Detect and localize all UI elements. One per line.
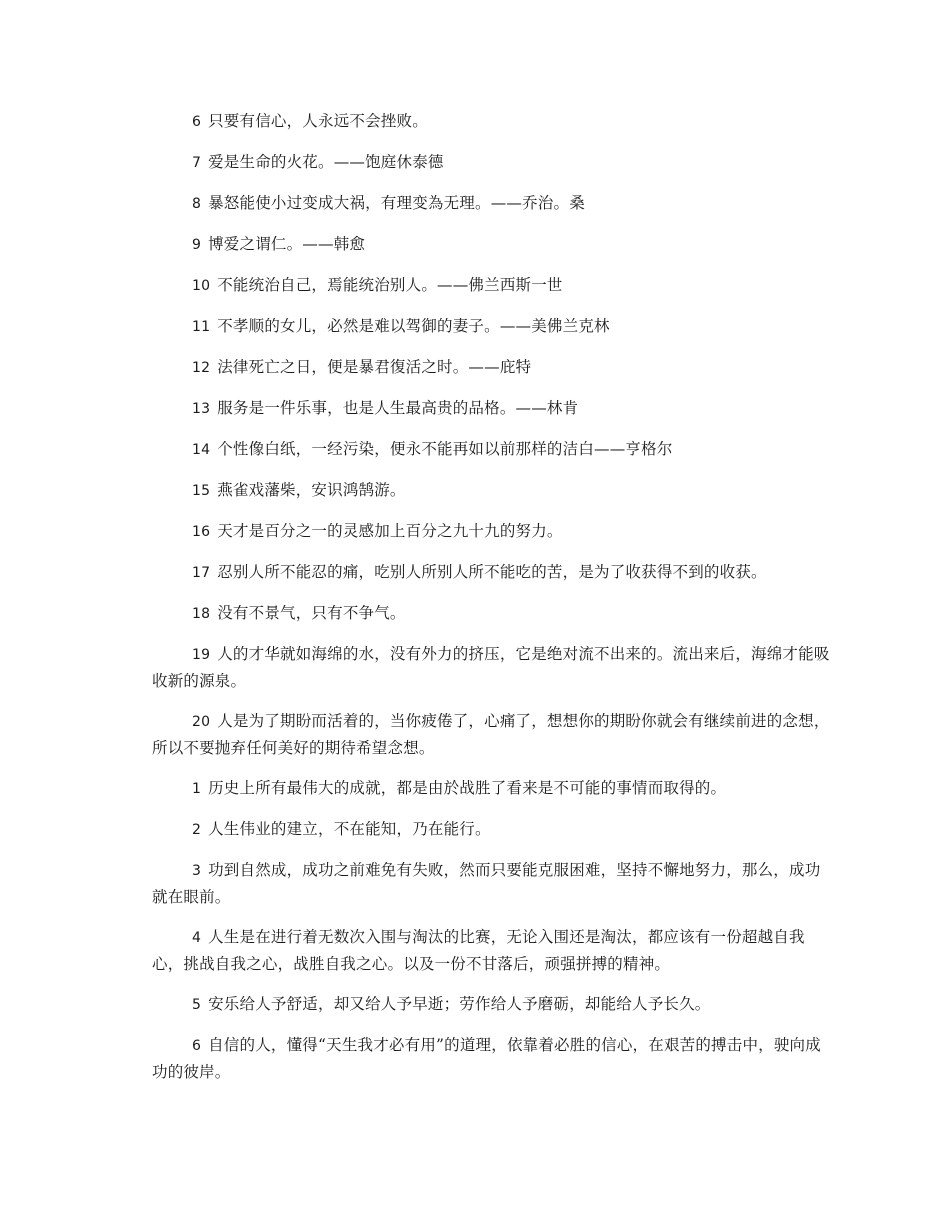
quote-item: [152, 708, 832, 761]
quote-item: [152, 190, 832, 217]
quote-number: 7: [192, 155, 202, 171]
quote-text: 个性像白纸，一经污染，便永不能再如以前那样的洁白——亨格尔: [217, 440, 673, 458]
quote-number: 19: [192, 647, 211, 663]
quote-number: 11: [192, 319, 211, 335]
quote-item: [152, 816, 832, 843]
quote-number: 1: [192, 781, 202, 797]
quote-number: 4: [192, 930, 202, 946]
quote-item: [152, 272, 832, 299]
quote-item: [152, 775, 832, 802]
quote-text: 人的才华就如海绵的水，没有外力的挤压，它是绝对流不出来的。流出来后，海绵才能吸收新的源泉。: [152, 645, 830, 690]
quote-text: 人是为了期盼而活着的，当你疲倦了，心痛了，想想你的期盼你就会有继续前进的念想，所以不要抛弃任何美好的期待希望念想。: [152, 712, 830, 757]
quote-number: 5: [192, 997, 202, 1013]
quote-item: [152, 641, 832, 694]
quote-number: 13: [192, 401, 211, 417]
quote-item: [152, 149, 832, 176]
quote-number: 20: [192, 714, 211, 730]
quote-number: 15: [192, 483, 211, 499]
quote-item: [152, 354, 832, 381]
quote-item: [152, 436, 832, 463]
quote-item: [152, 1032, 832, 1085]
quote-item: [152, 518, 832, 545]
quote-number: 9: [192, 237, 202, 253]
quote-number: 12: [192, 360, 211, 376]
quote-text: 天才是百分之一的灵感加上百分之九十九的努力。: [217, 522, 563, 540]
quote-item: [152, 313, 832, 340]
quote-item: [152, 231, 832, 258]
quote-text: 燕雀戏藩柴，安识鸿鹄游。: [217, 481, 406, 499]
quote-number: 16: [192, 524, 211, 540]
quote-text: 服务是一件乐事，也是人生最高贵的品格。——林肯: [217, 399, 579, 417]
quote-number: 10: [192, 278, 211, 294]
quote-number: 6: [192, 114, 202, 130]
quote-text: 功到自然成，成功之前难免有失败，然而只要能克服困难，坚持不懈地努力，那么，成功就在眼前。: [152, 861, 821, 906]
quote-text: 法律死亡之日，便是暴君復活之时。——庇特: [217, 358, 532, 376]
quote-number: 14: [192, 442, 211, 458]
quote-number: 18: [192, 606, 211, 622]
quote-text: 暴怒能使小过变成大祸，有理变為无理。——乔治。桑: [208, 194, 585, 212]
quote-item: [152, 395, 832, 422]
quote-text: 忍别人所不能忍的痛，吃别人所别人所不能吃的苦，是为了收获得不到的收获。: [217, 563, 767, 581]
quote-item: [152, 924, 832, 977]
quote-item: [152, 600, 832, 627]
quote-text: 没有不景气，只有不争气。: [217, 604, 406, 622]
quote-text: 博爱之谓仁。——韩愈: [208, 235, 366, 253]
quote-text: 人生是在进行着无数次入围与淘汰的比赛，无论入围还是淘汰，都应该有一份超越自我心，挑战自我之心，战胜自我之心。以及一份不甘落后，顽强拼搏的精神。: [152, 928, 805, 973]
quote-number: 6: [192, 1038, 202, 1054]
quote-text: 自信的人，懂得“天生我才必有用”的道理，依靠着必胜的信心，在艰苦的搏击中，驶向成功的彼岸。: [152, 1036, 821, 1081]
quote-number: 3: [192, 863, 202, 879]
quote-text: 爱是生命的火花。——饱庭休泰德: [208, 153, 444, 171]
quote-item: [152, 559, 832, 586]
quote-text: 只要有信心，人永远不会挫败。: [208, 112, 428, 130]
quote-text: 安乐给人予舒适，却又给人予早逝；劳作给人予磨砺，却能给人予长久。: [208, 995, 711, 1013]
quote-text: 人生伟业的建立，不在能知，乃在能行。: [208, 820, 491, 838]
quote-number: 17: [192, 565, 211, 581]
quote-list: [152, 108, 832, 1099]
quote-text: 历史上所有最伟大的成就，都是由於战胜了看来是不可能的事情而取得的。: [208, 779, 727, 797]
quote-text: 不能统治自己，焉能统治别人。——佛兰西斯一世: [217, 276, 563, 294]
quote-item: [152, 477, 832, 504]
quote-text: 不孝顺的女儿，必然是难以驾御的妻子。——美佛兰克林: [217, 317, 610, 335]
quote-item: [152, 108, 832, 135]
quote-number: 2: [192, 822, 202, 838]
quote-number: 8: [192, 196, 202, 212]
quote-item: [152, 857, 832, 910]
quote-item: [152, 991, 832, 1018]
